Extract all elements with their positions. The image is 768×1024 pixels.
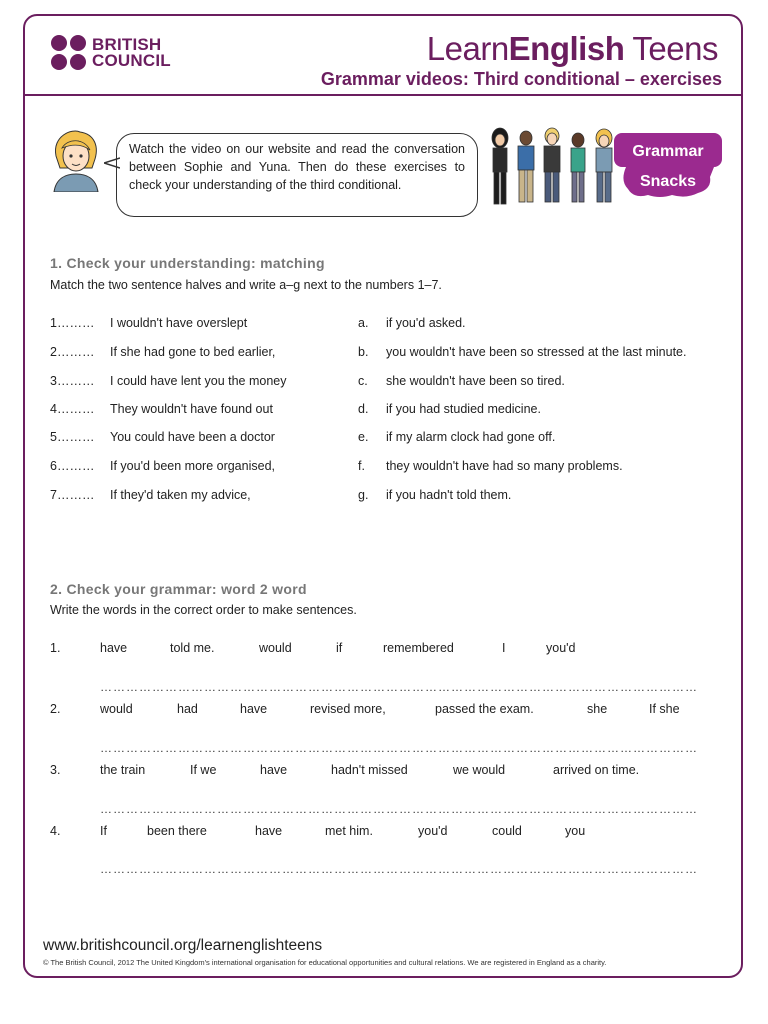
- answer-line[interactable]: …………………………………………………………………………………………………………………………: [100, 741, 698, 755]
- match-number[interactable]: 4………: [50, 402, 95, 416]
- badge-snacks-text: Snacks: [639, 173, 697, 190]
- match-left-half: If they'd taken my advice,: [110, 488, 251, 502]
- teen-characters-illustration: [486, 124, 626, 208]
- answer-line[interactable]: …………………………………………………………………………………………………………………………: [100, 862, 698, 876]
- answer-line[interactable]: …………………………………………………………………………………………………………………………: [100, 680, 698, 694]
- match-number[interactable]: 1………: [50, 316, 95, 330]
- word-chip: if: [336, 641, 343, 655]
- word-chip: have: [100, 641, 128, 655]
- word-chip: we would: [453, 763, 506, 777]
- match-letter: b.: [358, 345, 369, 359]
- match-right-half: you wouldn't have been so stressed at the last minute.: [386, 345, 687, 359]
- match-letter: f.: [358, 459, 365, 473]
- word-chip: If we: [190, 763, 217, 777]
- badge-grammar-text: Grammar: [632, 143, 704, 160]
- match-number[interactable]: 6………: [50, 459, 95, 473]
- word-chip: have: [240, 702, 268, 716]
- word-chip: remembered: [383, 641, 454, 655]
- logo-dots-icon: [51, 35, 86, 70]
- match-left-half: They wouldn't have found out: [110, 402, 273, 416]
- word-chip: you'd: [546, 641, 576, 655]
- word-order-number: 4.: [50, 824, 61, 838]
- word-chip: would: [259, 641, 292, 655]
- word-chip: passed the exam.: [435, 702, 534, 716]
- match-letter: c.: [358, 374, 368, 388]
- header-divider: [23, 94, 743, 96]
- answer-line[interactable]: …………………………………………………………………………………………………………………………: [100, 802, 698, 816]
- word-chip: have: [255, 824, 283, 838]
- word-chip: arrived on time.: [553, 763, 640, 777]
- match-left-half: You could have been a doctor: [110, 430, 275, 444]
- match-letter: a.: [358, 316, 369, 330]
- word-chip: If she: [649, 702, 680, 716]
- word-chip: revised more,: [310, 702, 386, 716]
- word-chip: could: [492, 824, 522, 838]
- section-2-instruction: Write the words in the correct order to make sentences.: [50, 603, 357, 617]
- match-left-half: If you'd been more organised,: [110, 459, 275, 473]
- word-chip: have: [260, 763, 288, 777]
- grammar-snacks-badge: [614, 133, 722, 199]
- word-chip: I: [502, 641, 506, 655]
- section-1-instruction: Match the two sentence halves and write a–g next to the numbers 1–7.: [50, 278, 442, 292]
- section-1-title: 1. Check your understanding: matching: [50, 255, 325, 271]
- match-right-half: they wouldn't have had so many problems.: [386, 459, 623, 473]
- match-letter: d.: [358, 402, 369, 416]
- word-chip: had: [177, 702, 198, 716]
- word-chip: you'd: [418, 824, 448, 838]
- match-left-half: I could have lent you the money: [110, 374, 287, 388]
- match-left-half: If she had gone to bed earlier,: [110, 345, 276, 359]
- logo-line-2: COUNCIL: [92, 50, 171, 70]
- word-chip: If: [100, 824, 107, 838]
- word-chip: she: [587, 702, 608, 716]
- word-chip: the train: [100, 763, 146, 777]
- match-right-half: if you hadn't told them.: [386, 488, 512, 502]
- match-number[interactable]: 3………: [50, 374, 95, 388]
- match-right-half: if my alarm clock had gone off.: [386, 430, 556, 444]
- footer-website-link[interactable]: www.britishcouncil.org/learnenglishteens: [43, 937, 323, 954]
- word-order-number: 3.: [50, 763, 61, 777]
- match-letter: e.: [358, 430, 369, 444]
- word-chip: you: [565, 824, 586, 838]
- section-2-title: 2. Check your grammar: word 2 word: [50, 581, 307, 597]
- word-chip: met him.: [325, 824, 373, 838]
- match-number[interactable]: 2………: [50, 345, 95, 359]
- match-left-half: I wouldn't have overslept: [110, 316, 248, 330]
- document-title: Grammar videos: Third conditional – exercises: [320, 69, 722, 89]
- word-chip: told me.: [170, 641, 215, 655]
- match-number[interactable]: 7………: [50, 488, 95, 502]
- match-letter: g.: [358, 488, 369, 502]
- match-number[interactable]: 5………: [50, 430, 95, 444]
- word-order-number: 2.: [50, 702, 61, 716]
- learnenglish-teens-brand: LearnEnglish Teens: [426, 30, 718, 67]
- match-right-half: she wouldn't have been so tired.: [386, 374, 565, 388]
- word-chip: hadn't missed: [331, 763, 408, 777]
- british-council-logo: [51, 35, 171, 70]
- match-right-half: if you had studied medicine.: [386, 402, 541, 416]
- word-chip: been there: [147, 824, 207, 838]
- footer-legal-notice: © The British Council, 2012 The United Kingdom's international organisation for educational opportunities and cultural relations. We are registered in England as a charity.: [43, 958, 607, 967]
- word-order-number: 1.: [50, 641, 61, 655]
- logo-line-1: BRITISH: [92, 34, 162, 54]
- word-chip: would: [100, 702, 133, 716]
- sophie-avatar-icon: [48, 128, 102, 192]
- match-right-half: if you'd asked.: [386, 316, 466, 330]
- intro-speech-bubble: Watch the video on our website and read the conversation between Sophie and Yuna. Then do these exercises to check your understanding of the third conditional.: [116, 133, 478, 217]
